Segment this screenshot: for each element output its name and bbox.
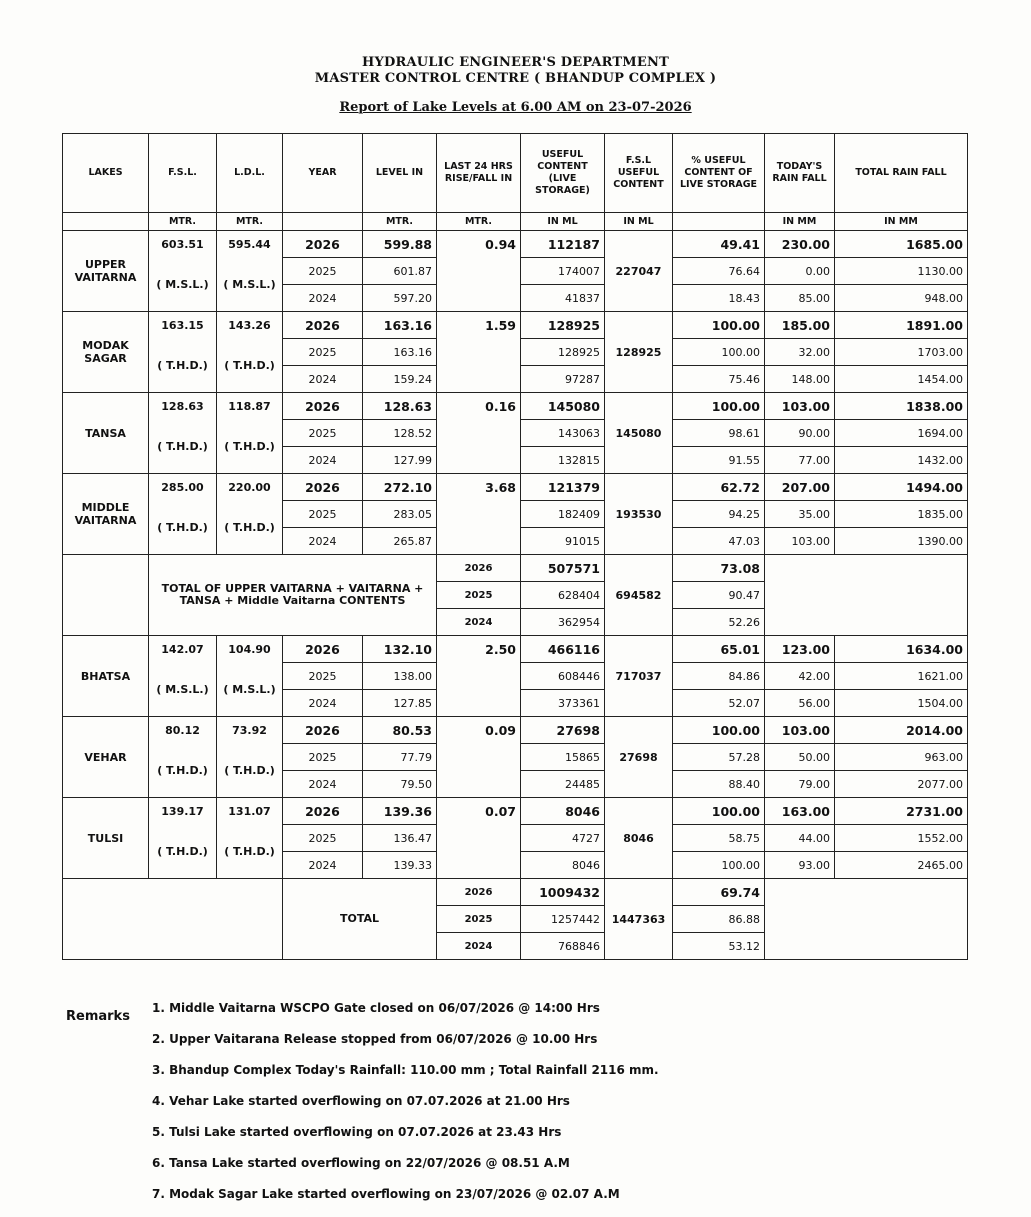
percent-cell: 58.75 (673, 825, 765, 852)
ldl-reference: ( T.H.D.) (217, 744, 283, 798)
unit-total-rain: IN MM (835, 213, 968, 231)
year-cell: 2025 (437, 582, 521, 609)
ldl-value: 118.87 (217, 393, 283, 420)
percent-cell: 98.61 (673, 420, 765, 447)
percent-cell: 90.47 (673, 582, 765, 609)
ldl-value: 143.26 (217, 312, 283, 339)
ldl-reference: ( M.S.L.) (217, 663, 283, 717)
useful-content-cell: 1009432 (521, 879, 605, 906)
today-rain-cell: 35.00 (765, 501, 835, 528)
percent-cell: 52.26 (673, 609, 765, 636)
table-row (63, 636, 968, 663)
percent-cell: 52.07 (673, 690, 765, 717)
level-cell: 132.10 (363, 636, 437, 663)
level-cell: 127.85 (363, 690, 437, 717)
year-cell: 2025 (283, 258, 363, 285)
useful-content-cell: 182409 (521, 501, 605, 528)
useful-content-cell: 91015 (521, 528, 605, 555)
percent-cell: 88.40 (673, 771, 765, 798)
today-rain-cell: 230.00 (765, 231, 835, 258)
fsl-value: 163.15 (149, 312, 217, 339)
unit-ldl: MTR. (217, 213, 283, 231)
percent-cell: 47.03 (673, 528, 765, 555)
today-rain-cell: 85.00 (765, 285, 835, 312)
level-cell: 79.50 (363, 771, 437, 798)
remark-item: 1. Middle Vaitarna WSCPO Gate closed on 06/07/2026 @ 14:00 Hrs (152, 1001, 600, 1015)
percent-cell: 91.55 (673, 447, 765, 474)
year-cell: 2024 (283, 285, 363, 312)
fsl-value: 603.51 (149, 231, 217, 258)
unit-useful: IN ML (521, 213, 605, 231)
fsl-value: 128.63 (149, 393, 217, 420)
level-cell: 80.53 (363, 717, 437, 744)
fsl-useful-content: 128925 (605, 312, 673, 393)
today-rain-cell: 32.00 (765, 339, 835, 366)
total-rain-cell: 1130.00 (835, 258, 968, 285)
useful-content-cell: 628404 (521, 582, 605, 609)
year-cell: 2025 (283, 663, 363, 690)
year-cell: 2026 (283, 312, 363, 339)
useful-content-cell: 1257442 (521, 906, 605, 933)
centre-title: MASTER CONTROL CENTRE ( BHANDUP COMPLEX ) (314, 71, 717, 86)
level-cell: 272.10 (363, 474, 437, 501)
fsl-value: 139.17 (149, 798, 217, 825)
percent-cell: 73.08 (673, 555, 765, 582)
year-cell: 2026 (283, 393, 363, 420)
year-cell: 2024 (437, 933, 521, 960)
remarks-title: Remarks (66, 1009, 130, 1024)
level-cell: 283.05 (363, 501, 437, 528)
today-rain-cell: 103.00 (765, 717, 835, 744)
blank-cell (765, 555, 968, 636)
total-row (63, 879, 968, 906)
blank-cell (63, 555, 149, 636)
table-row (63, 393, 968, 420)
total-label: TOTAL OF UPPER VAITARNA + VAITARNA + TANSA + Middle Vaitarna CONTENTS (149, 555, 437, 636)
lake-name: MIDDLE VAITARNA (63, 474, 149, 555)
remark-item: 6. Tansa Lake started overflowing on 22/07/2026 @ 08.51 A.M (152, 1156, 570, 1170)
report-title: Report of Lake Levels at 6.00 AM on 23-07-2026 (339, 100, 692, 115)
fsl-reference: ( T.H.D.) (149, 744, 217, 798)
unit-row (63, 213, 968, 231)
percent-cell: 86.88 (673, 906, 765, 933)
total-rain-cell: 1390.00 (835, 528, 968, 555)
col-level: LEVEL IN (363, 134, 437, 213)
useful-content-cell: 97287 (521, 366, 605, 393)
fsl-useful-content: 27698 (605, 717, 673, 798)
percent-cell: 100.00 (673, 393, 765, 420)
fsl-value: 80.12 (149, 717, 217, 744)
year-cell: 2026 (283, 636, 363, 663)
lake-name: VEHAR (63, 717, 149, 798)
useful-content-cell: 174007 (521, 258, 605, 285)
percent-cell: 100.00 (673, 717, 765, 744)
year-cell: 2025 (283, 339, 363, 366)
level-cell: 601.87 (363, 258, 437, 285)
useful-content-cell: 4727 (521, 825, 605, 852)
total-rain-cell: 2014.00 (835, 717, 968, 744)
remark-item: 3. Bhandup Complex Today's Rainfall: 110.00 mm ; Total Rainfall 2116 mm. (152, 1063, 659, 1077)
lake-name: TULSI (63, 798, 149, 879)
ldl-reference: ( T.H.D.) (217, 420, 283, 474)
unit-fsl-useful: IN ML (605, 213, 673, 231)
lake-name: BHATSA (63, 636, 149, 717)
useful-content-cell: 507571 (521, 555, 605, 582)
percent-cell: 76.64 (673, 258, 765, 285)
percent-cell: 100.00 (673, 339, 765, 366)
fsl-reference: ( T.H.D.) (149, 501, 217, 555)
department-title: HYDRAULIC ENGINEER'S DEPARTMENT (362, 55, 669, 70)
today-rain-cell: 163.00 (765, 798, 835, 825)
useful-content-cell: 24485 (521, 771, 605, 798)
today-rain-cell: 103.00 (765, 393, 835, 420)
unit-year (283, 213, 363, 231)
useful-content-cell: 132815 (521, 447, 605, 474)
level-cell: 159.24 (363, 366, 437, 393)
col-lakes: LAKES (63, 134, 149, 213)
ldl-value: 73.92 (217, 717, 283, 744)
today-rain-cell: 77.00 (765, 447, 835, 474)
useful-content-cell: 768846 (521, 933, 605, 960)
today-rain-cell: 207.00 (765, 474, 835, 501)
rise-fall-cell: 2.50 (437, 636, 521, 717)
useful-content-cell: 27698 (521, 717, 605, 744)
fsl-reference: ( M.S.L.) (149, 663, 217, 717)
useful-content-cell: 8046 (521, 798, 605, 825)
unit-rise: MTR. (437, 213, 521, 231)
total-rain-cell: 1694.00 (835, 420, 968, 447)
today-rain-cell: 123.00 (765, 636, 835, 663)
today-rain-cell: 44.00 (765, 825, 835, 852)
year-cell: 2024 (437, 609, 521, 636)
year-cell: 2026 (283, 474, 363, 501)
year-cell: 2026 (437, 879, 521, 906)
percent-cell: 100.00 (673, 852, 765, 879)
year-cell: 2025 (283, 420, 363, 447)
percent-cell: 18.43 (673, 285, 765, 312)
unit-level: MTR. (363, 213, 437, 231)
total-rain-cell: 1891.00 (835, 312, 968, 339)
year-cell: 2026 (283, 231, 363, 258)
useful-content-cell: 15865 (521, 744, 605, 771)
useful-content-cell: 145080 (521, 393, 605, 420)
total-rain-cell: 1621.00 (835, 663, 968, 690)
level-cell: 599.88 (363, 231, 437, 258)
total-rain-cell: 1552.00 (835, 825, 968, 852)
year-cell: 2026 (283, 798, 363, 825)
rise-fall-cell: 0.07 (437, 798, 521, 879)
col-pct: % USEFUL CONTENT OF LIVE STORAGE (673, 134, 765, 213)
rise-fall-cell: 0.16 (437, 393, 521, 474)
percent-cell: 65.01 (673, 636, 765, 663)
total-rain-cell: 948.00 (835, 285, 968, 312)
rise-fall-cell: 3.68 (437, 474, 521, 555)
percent-cell: 84.86 (673, 663, 765, 690)
table-row (63, 798, 968, 825)
fsl-useful-content: 717037 (605, 636, 673, 717)
unit-today-rain: IN MM (765, 213, 835, 231)
lake-levels-table (62, 133, 968, 960)
level-cell: 128.52 (363, 420, 437, 447)
percent-cell: 69.74 (673, 879, 765, 906)
percent-cell: 94.25 (673, 501, 765, 528)
rise-fall-cell: 1.59 (437, 312, 521, 393)
col-total-rain: TOTAL RAIN FALL (835, 134, 968, 213)
useful-content-cell: 128925 (521, 312, 605, 339)
col-useful: USEFUL CONTENT (LIVE STORAGE) (521, 134, 605, 213)
today-rain-cell: 148.00 (765, 366, 835, 393)
useful-content-cell: 608446 (521, 663, 605, 690)
useful-content-cell: 121379 (521, 474, 605, 501)
col-ldl: L.D.L. (217, 134, 283, 213)
level-cell: 128.63 (363, 393, 437, 420)
today-rain-cell: 93.00 (765, 852, 835, 879)
unit-fsl: MTR. (149, 213, 217, 231)
year-cell: 2025 (283, 501, 363, 528)
today-rain-cell: 90.00 (765, 420, 835, 447)
lake-name: MODAK SAGAR (63, 312, 149, 393)
ldl-value: 104.90 (217, 636, 283, 663)
ldl-reference: ( T.H.D.) (217, 501, 283, 555)
percent-cell: 53.12 (673, 933, 765, 960)
total-rain-cell: 1504.00 (835, 690, 968, 717)
rise-fall-cell: 0.94 (437, 231, 521, 312)
ldl-reference: ( T.H.D.) (217, 825, 283, 879)
fsl-reference: ( T.H.D.) (149, 420, 217, 474)
year-cell: 2026 (437, 555, 521, 582)
remark-item: 5. Tulsi Lake started overflowing on 07.07.2026 at 23.43 Hrs (152, 1125, 562, 1139)
level-cell: 139.33 (363, 852, 437, 879)
useful-content-cell: 362954 (521, 609, 605, 636)
useful-content-cell: 112187 (521, 231, 605, 258)
lake-name: UPPER VAITARNA (63, 231, 149, 312)
fsl-reference: ( M.S.L.) (149, 258, 217, 312)
percent-cell: 62.72 (673, 474, 765, 501)
year-cell: 2024 (283, 690, 363, 717)
blank-cell (63, 879, 283, 960)
year-cell: 2024 (283, 852, 363, 879)
header-row (63, 134, 968, 213)
total-rain-cell: 963.00 (835, 744, 968, 771)
total-rain-cell: 1454.00 (835, 366, 968, 393)
year-cell: 2025 (437, 906, 521, 933)
level-cell: 138.00 (363, 663, 437, 690)
level-cell: 136.47 (363, 825, 437, 852)
col-fsl-useful: F.S.L USEFUL CONTENT (605, 134, 673, 213)
total-label: TOTAL (283, 879, 437, 960)
col-rise: LAST 24 HRS RISE/FALL IN (437, 134, 521, 213)
fsl-reference: ( T.H.D.) (149, 339, 217, 393)
useful-content-cell: 8046 (521, 852, 605, 879)
table-row (63, 474, 968, 501)
ldl-value: 595.44 (217, 231, 283, 258)
total-rain-cell: 1703.00 (835, 339, 968, 366)
total-rain-cell: 1838.00 (835, 393, 968, 420)
col-year: YEAR (283, 134, 363, 213)
today-rain-cell: 0.00 (765, 258, 835, 285)
remark-item: 4. Vehar Lake started overflowing on 07.07.2026 at 21.00 Hrs (152, 1094, 570, 1108)
ldl-value: 220.00 (217, 474, 283, 501)
year-cell: 2024 (283, 366, 363, 393)
level-cell: 163.16 (363, 312, 437, 339)
today-rain-cell: 185.00 (765, 312, 835, 339)
year-cell: 2024 (283, 528, 363, 555)
percent-cell: 57.28 (673, 744, 765, 771)
fsl-reference: ( T.H.D.) (149, 825, 217, 879)
year-cell: 2024 (283, 447, 363, 474)
total-rain-cell: 2465.00 (835, 852, 968, 879)
level-cell: 597.20 (363, 285, 437, 312)
year-cell: 2024 (283, 771, 363, 798)
useful-content-cell: 373361 (521, 690, 605, 717)
remark-item: 7. Modak Sagar Lake started overflowing on 23/07/2026 @ 02.07 A.M (152, 1187, 620, 1201)
col-fsl: F.S.L. (149, 134, 217, 213)
level-cell: 139.36 (363, 798, 437, 825)
total-rain-cell: 1634.00 (835, 636, 968, 663)
fsl-useful-content: 193530 (605, 474, 673, 555)
total-rain-cell: 1835.00 (835, 501, 968, 528)
fsl-useful-content: 8046 (605, 798, 673, 879)
fsl-useful-content: 694582 (605, 555, 673, 636)
year-cell: 2026 (283, 717, 363, 744)
fsl-value: 142.07 (149, 636, 217, 663)
useful-content-cell: 143063 (521, 420, 605, 447)
rise-fall-cell: 0.09 (437, 717, 521, 798)
useful-content-cell: 466116 (521, 636, 605, 663)
today-rain-cell: 50.00 (765, 744, 835, 771)
total-rain-cell: 2077.00 (835, 771, 968, 798)
total-rain-cell: 1432.00 (835, 447, 968, 474)
total-rain-cell: 2731.00 (835, 798, 968, 825)
today-rain-cell: 79.00 (765, 771, 835, 798)
unit-pct (673, 213, 765, 231)
today-rain-cell: 42.00 (765, 663, 835, 690)
year-cell: 2025 (283, 744, 363, 771)
fsl-useful-content: 145080 (605, 393, 673, 474)
ldl-reference: ( M.S.L.) (217, 258, 283, 312)
level-cell: 127.99 (363, 447, 437, 474)
fsl-value: 285.00 (149, 474, 217, 501)
remark-item: 2. Upper Vaitarana Release stopped from 06/07/2026 @ 10.00 Hrs (152, 1032, 598, 1046)
fsl-useful-content: 1447363 (605, 879, 673, 960)
total-rain-cell: 1685.00 (835, 231, 968, 258)
fsl-useful-content: 227047 (605, 231, 673, 312)
level-cell: 265.87 (363, 528, 437, 555)
unit-lakes (63, 213, 149, 231)
today-rain-cell: 103.00 (765, 528, 835, 555)
percent-cell: 49.41 (673, 231, 765, 258)
today-rain-cell: 56.00 (765, 690, 835, 717)
useful-content-cell: 128925 (521, 339, 605, 366)
total-row (63, 555, 968, 582)
useful-content-cell: 41837 (521, 285, 605, 312)
year-cell: 2025 (283, 825, 363, 852)
percent-cell: 100.00 (673, 798, 765, 825)
table-row (63, 717, 968, 744)
blank-cell (765, 879, 968, 960)
ldl-reference: ( T.H.D.) (217, 339, 283, 393)
table-row (63, 312, 968, 339)
level-cell: 77.79 (363, 744, 437, 771)
table-row (63, 231, 968, 258)
level-cell: 163.16 (363, 339, 437, 366)
ldl-value: 131.07 (217, 798, 283, 825)
remarks-list (152, 1000, 659, 1217)
percent-cell: 75.46 (673, 366, 765, 393)
lake-name: TANSA (63, 393, 149, 474)
percent-cell: 100.00 (673, 312, 765, 339)
col-today-rain: TODAY'S RAIN FALL (765, 134, 835, 213)
total-rain-cell: 1494.00 (835, 474, 968, 501)
